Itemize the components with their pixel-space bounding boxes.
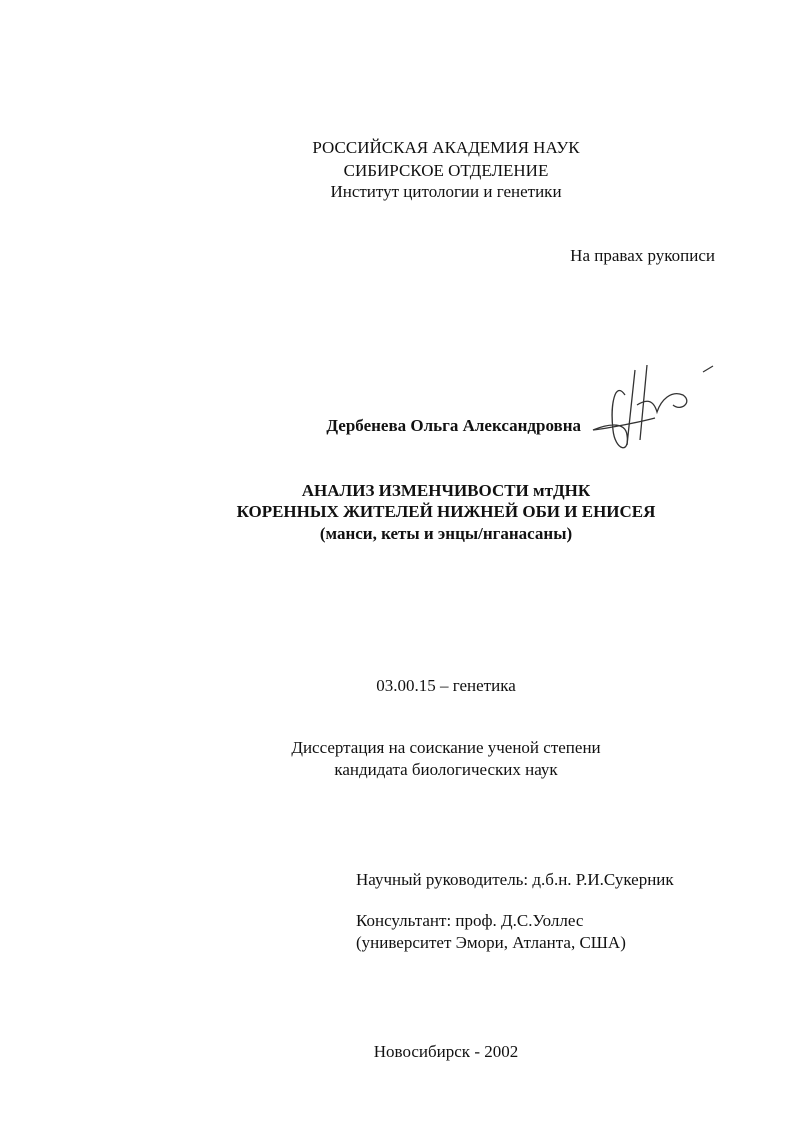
degree-line1: Диссертация на соискание ученой степени — [291, 738, 601, 757]
city-year: Новосибирск - 2002 — [373, 1042, 519, 1061]
consultant: Консультант: проф. Д.С.Уоллес — [356, 911, 584, 930]
institute-name: Институт цитологии и генетики — [330, 182, 562, 201]
branch-name: СИБИРСКОЕ ОТДЕЛЕНИЕ — [343, 161, 549, 180]
manuscript-note: На правах рукописи — [570, 246, 715, 265]
thesis-title-line2: КОРЕННЫХ ЖИТЕЛЕЙ НИЖНЕЙ ОБИ И ЕНИСЕЯ — [236, 502, 656, 521]
supervisor: Научный руководитель: д.б.н. Р.И.Сукерник — [356, 870, 674, 889]
consultant-affiliation: (университет Эмори, Атланта, США) — [356, 933, 626, 952]
author-name: Дербенева Ольга Александровна — [326, 416, 581, 435]
thesis-title-line3: (манси, кеты и энцы/нганасаны) — [319, 524, 573, 543]
signature-image — [585, 350, 720, 465]
academy-name: РОССИЙСКАЯ АКАДЕМИЯ НАУК — [312, 138, 580, 157]
thesis-title-line1: АНАЛИЗ ИЗМЕНЧИВОСТИ мтДНК — [301, 481, 591, 500]
specialty: 03.00.15 – генетика — [376, 676, 516, 695]
degree-line2: кандидата биологических наук — [334, 760, 558, 779]
